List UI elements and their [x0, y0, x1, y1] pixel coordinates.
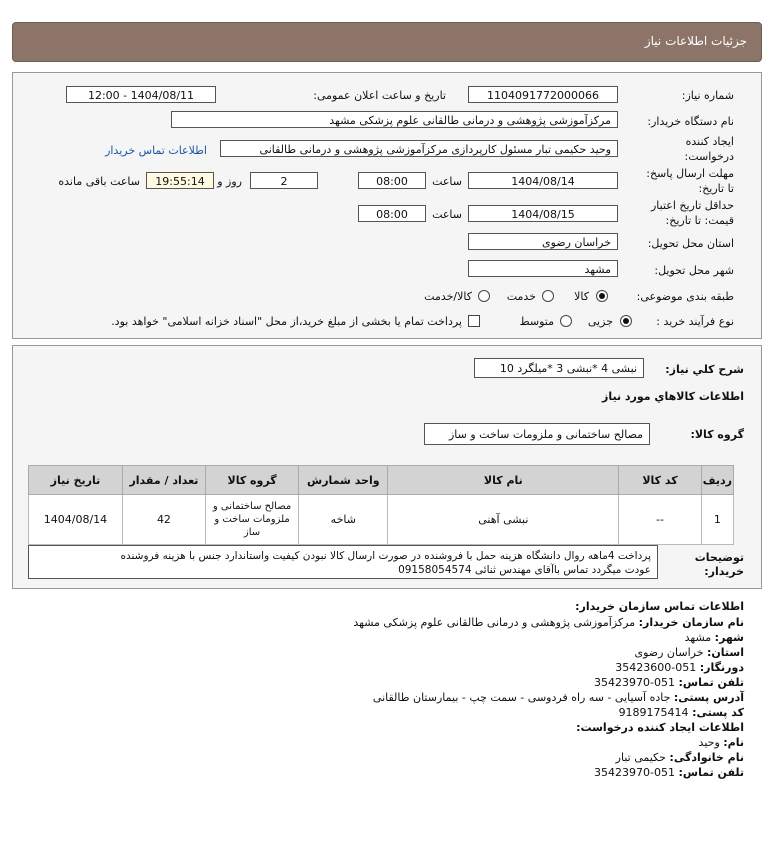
city-label: شهر محل تحویل: — [654, 264, 734, 277]
contact-fax: 051-35423600 — [615, 661, 697, 674]
group-label: گروه کالا: — [690, 428, 744, 441]
creator-label-1: ایجاد کننده — [685, 135, 734, 148]
buyer-notes-box — [28, 545, 658, 579]
contact-phone-row — [594, 676, 744, 689]
process-radio-minor[interactable] — [620, 315, 632, 327]
province-label: استان محل تحویل: — [647, 237, 734, 250]
contact-address-label: آدرس پستی: — [673, 691, 744, 704]
reply-deadline-label-1: مهلت ارسال پاسخ: — [646, 167, 734, 180]
contact-city-row — [685, 631, 744, 644]
contact-province-label: استان: — [707, 646, 744, 659]
price-validity-label-1: حداقل تاریخ اعتبار — [650, 199, 734, 212]
category-option-goods-service: کالا/خدمت — [424, 290, 472, 303]
cell-name: نبشی آهنی — [388, 495, 619, 545]
col-unit: واحد شمارش — [299, 466, 388, 495]
col-name: نام کالا — [388, 466, 619, 495]
category-radio-service[interactable] — [542, 290, 554, 302]
creator-field: وحید حکیمی تبار مسئول کارپردازی مرکزآموزشی پژوهشی و درمانی طالقانی — [220, 140, 618, 157]
contact-city-label: شهر: — [714, 631, 744, 644]
cell-row: 1 — [701, 495, 733, 545]
treasury-note: پرداخت تمام یا بخشی از مبلغ خرید،از محل "اسناد خزانه اسلامی" خواهد بود. — [111, 315, 462, 328]
process-option-minor: جزیی — [587, 315, 613, 328]
reply-time-field: 08:00 — [358, 172, 426, 189]
buyer-notes-line-1: پرداخت 4ماهه روال دانشگاه هزینه حمل با فروشنده در صورت ارسال کالا نبودن کیفیت واستاندارد جنس با هزینه فروشنده — [120, 550, 651, 562]
contact-org-label: نام سازمان خریدار: — [638, 616, 744, 629]
contact-fax-label: دورنگار: — [699, 661, 744, 674]
col-date: تاریخ نیاز — [29, 466, 123, 495]
reply-date-field: 1404/08/14 — [468, 172, 618, 189]
group-field: مصالح ساختمانی و ملزومات ساخت و ساز — [424, 423, 650, 445]
contact-province: خراسان رضوی — [634, 646, 704, 659]
buyer-org-field: مرکزآموزشی پژوهشی و درمانی طالقانی علوم پزشکی مشهد — [171, 111, 618, 128]
treasury-checkbox[interactable] — [468, 315, 480, 327]
contact-phone: 051-35423970 — [594, 676, 676, 689]
buyer-notes-label-2: خریدار: — [704, 565, 744, 578]
items-table-header — [29, 466, 734, 495]
creator-family-row — [616, 751, 744, 764]
reply-deadline-label-2: تا تاریخ: — [698, 182, 734, 195]
need-number-field: 1104091772000066 — [468, 86, 618, 103]
summary-field: نبشی 4 *نبشی 3 *میلگرد 10 — [474, 358, 644, 378]
buyer-notes-line-2: عودت میگردد تماس باآقای مهندس ثنائی 09158054574 — [398, 564, 651, 576]
page-header — [12, 22, 762, 62]
validity-time-label: ساعت — [432, 208, 462, 221]
validity-time-field: 08:00 — [358, 205, 426, 222]
days-field: 2 — [250, 172, 318, 189]
creator-phone-row — [594, 766, 744, 779]
need-number-label: شماره نیاز: — [681, 89, 734, 102]
creator-name-row — [699, 736, 744, 749]
category-option-goods: کالا — [574, 290, 589, 303]
creator-family-label: نام خانوادگی: — [669, 751, 744, 764]
creator-title: اطلاعات ایجاد کننده درخواست: — [576, 721, 744, 734]
category-label: طبقه بندی موضوعی: — [636, 290, 734, 303]
col-row: ردیف — [701, 466, 733, 495]
contact-title-row — [575, 600, 744, 613]
announce-label: تاریخ و ساعت اعلان عمومی: — [313, 89, 446, 102]
buyer-contact-link[interactable]: اطلاعات تماس خریدار — [105, 144, 207, 157]
table-row — [29, 495, 734, 545]
cell-group: مصالح ساختمانی و ملزومات ساخت و ساز — [205, 495, 298, 545]
price-validity-label-2: قیمت: تا تاریخ: — [665, 214, 734, 227]
contact-postal-row — [619, 706, 744, 719]
contact-fax-row — [615, 661, 744, 674]
creator-family: حکیمی تبار — [615, 751, 666, 764]
contact-address-row — [373, 691, 744, 704]
cell-date: 1404/08/14 — [29, 495, 123, 545]
creator-phone: 051-35423970 — [594, 766, 676, 779]
contact-title: اطلاعات تماس سازمان خریدار: — [575, 600, 744, 613]
city-field: مشهد — [468, 260, 618, 277]
col-qty: تعداد / مقدار — [122, 466, 205, 495]
contact-province-row — [634, 646, 744, 659]
creator-name-label: نام: — [723, 736, 744, 749]
items-table — [28, 465, 734, 545]
summary-label: شرح کلي نياز: — [665, 363, 744, 376]
category-option-service: خدمت — [506, 290, 536, 303]
creator-phone-label: تلفن تماس: — [678, 766, 744, 779]
validity-date-field: 1404/08/15 — [468, 205, 618, 222]
creator-label-2: درخواست: — [684, 150, 734, 163]
contact-org-row — [353, 616, 744, 629]
process-option-medium: متوسط — [519, 315, 554, 328]
contact-city: مشهد — [684, 631, 712, 644]
process-radio-medium[interactable] — [560, 315, 572, 327]
contact-postal-label: کد پستی: — [692, 706, 744, 719]
reply-time-label: ساعت — [432, 175, 462, 188]
cell-code: -- — [619, 495, 702, 545]
goods-info-title: اطلاعات کالاهاي مورد نياز — [602, 390, 744, 403]
buyer-org-label: نام دستگاه خریدار: — [647, 115, 734, 128]
contact-postal: 9189175414 — [618, 706, 689, 719]
announce-field: 1404/08/11 - 12:00 — [66, 86, 216, 103]
remaining-label: ساعت باقی مانده — [58, 175, 140, 188]
province-field: خراسان رضوی — [468, 233, 618, 250]
creator-title-row — [576, 721, 744, 734]
process-label: نوع فرآیند خرید : — [656, 315, 734, 328]
cell-qty: 42 — [122, 495, 205, 545]
category-radio-goods-service[interactable] — [478, 290, 490, 302]
col-group: گروه کالا — [205, 466, 298, 495]
page-title: جزئیات اطلاعات نیاز — [644, 34, 747, 48]
days-label: روز و — [217, 175, 242, 188]
contact-phone-label: تلفن تماس: — [678, 676, 744, 689]
contact-org: مرکزآموزشی پژوهشی و درمانی طالقانی علوم پزشکی مشهد — [353, 616, 636, 629]
remaining-time-field: 19:55:14 — [146, 172, 214, 189]
buyer-notes-label-1: توضیحات — [694, 551, 744, 564]
col-code: کد کالا — [619, 466, 702, 495]
cell-unit: شاخه — [299, 495, 388, 545]
creator-name: وحید — [698, 736, 720, 749]
contact-address: جاده آسیایی - سه راه فردوسی - سمت چپ - بیمارستان طالقانی — [372, 691, 671, 704]
category-radio-goods[interactable] — [596, 290, 608, 302]
